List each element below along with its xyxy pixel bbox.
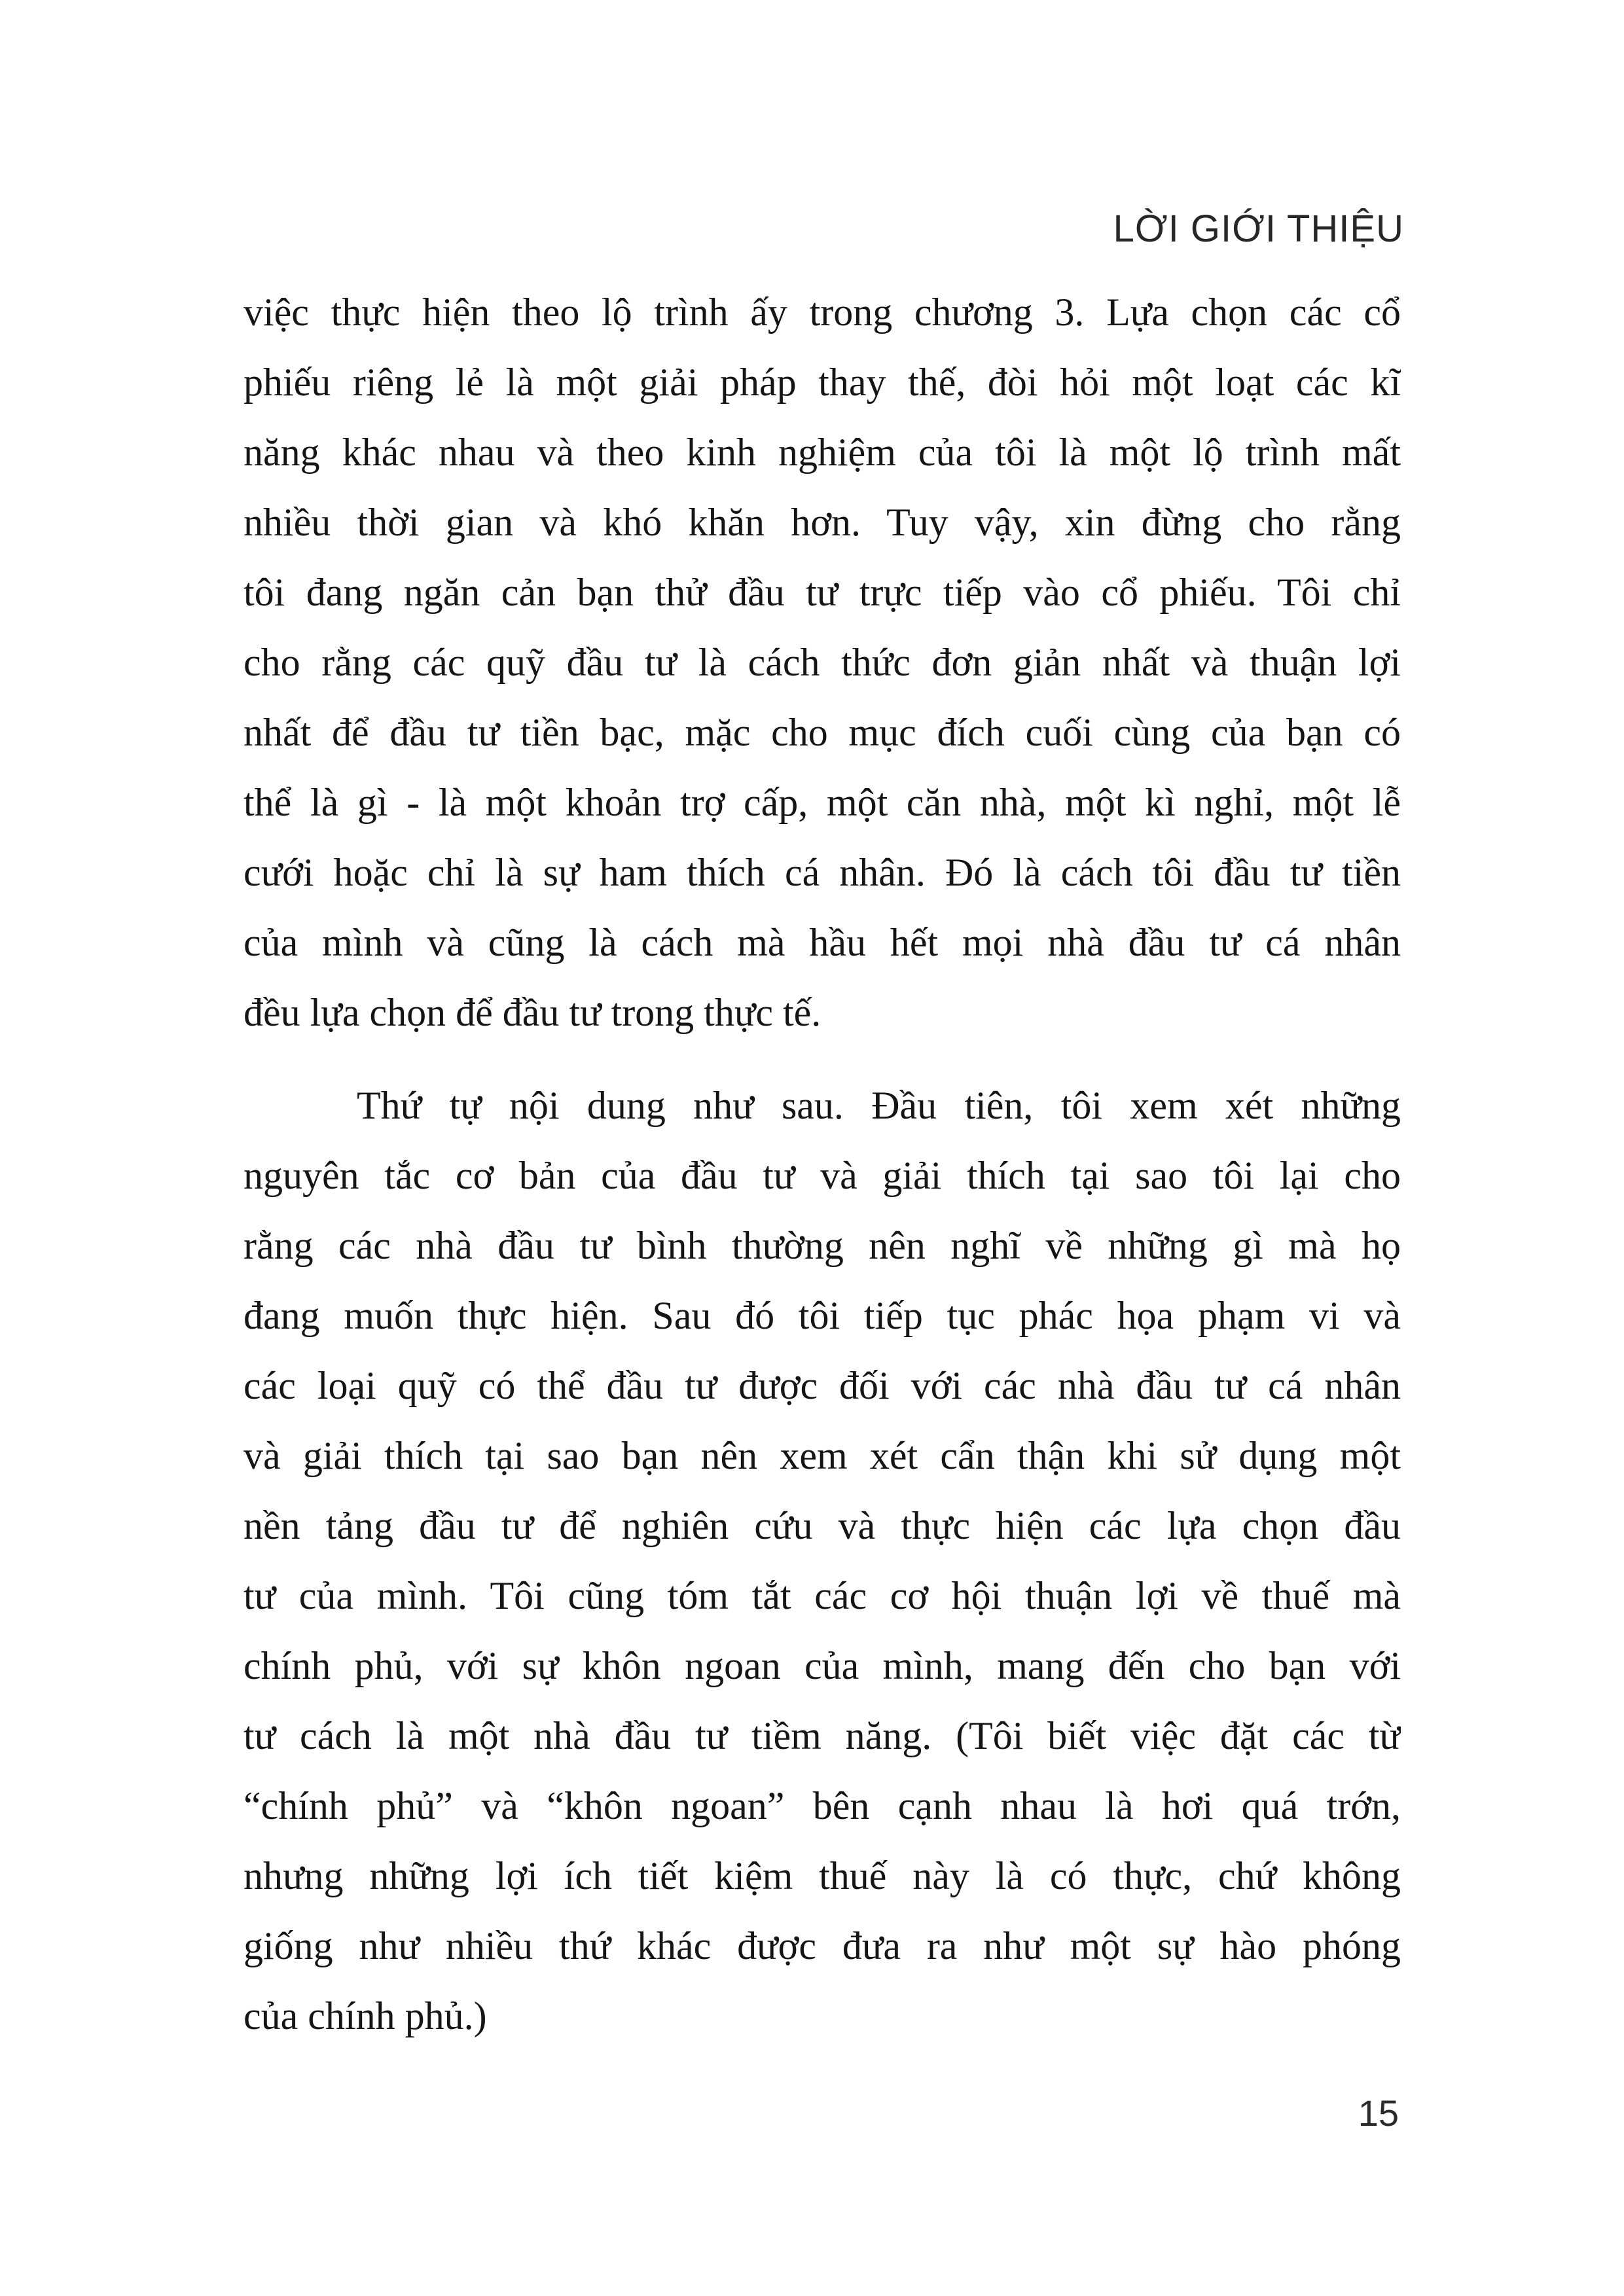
text-line: nhiều thời gian và khó khăn hơn. Tuy vậy, xin đừng cho rằng bbox=[244, 501, 1401, 544]
text-line: “chính phủ” và “khôn ngoan” bên cạnh nhau là hơi quá trớn, bbox=[244, 1784, 1401, 1827]
text-line: nhưng những lợi ích tiết kiệm thuế này là có thực, chứ không bbox=[244, 1854, 1401, 1897]
text-line: cho rằng các quỹ đầu tư là cách thức đơn giản nhất và thuận lợi bbox=[244, 641, 1401, 684]
text-line: nhất để đầu tư tiền bạc, mặc cho mục đích cuối cùng của bạn có bbox=[244, 711, 1401, 754]
text-line: của chính phủ.) bbox=[244, 1994, 487, 2037]
text-line: giống như nhiều thứ khác được đưa ra như một sự hào phóng bbox=[244, 1924, 1401, 1967]
text-line: tôi đang ngăn cản bạn thử đầu tư trực tiếp vào cổ phiếu. Tôi chỉ bbox=[244, 571, 1401, 614]
text-line: việc thực hiện theo lộ trình ấy trong chương 3. Lựa chọn các cổ bbox=[244, 291, 1401, 334]
text-line: Thứ tự nội dung như sau. Đầu tiên, tôi xem xét những bbox=[357, 1084, 1401, 1127]
page-number: 15 bbox=[1358, 2092, 1399, 2134]
text-line: phiếu riêng lẻ là một giải pháp thay thế, đòi hỏi một loạt các kĩ bbox=[244, 361, 1401, 404]
text-line: đang muốn thực hiện. Sau đó tôi tiếp tục phác họa phạm vi và bbox=[244, 1294, 1401, 1337]
running-head: LỜI GIỚI THIỆU bbox=[1113, 207, 1404, 250]
text-line: tư cách là một nhà đầu tư tiềm năng. (Tôi biết việc đặt các từ bbox=[244, 1714, 1401, 1757]
text-line: và giải thích tại sao bạn nên xem xét cẩn thận khi sử dụng một bbox=[244, 1434, 1401, 1477]
text-line: tư của mình. Tôi cũng tóm tắt các cơ hội thuận lợi về thuế mà bbox=[244, 1574, 1401, 1617]
text-line: của mình và cũng là cách mà hầu hết mọi nhà đầu tư cá nhân bbox=[244, 921, 1401, 964]
paragraph bbox=[244, 1071, 1401, 2051]
text-line: thể là gì - là một khoản trợ cấp, một căn nhà, một kì nghỉ, một lễ bbox=[244, 781, 1401, 824]
text-line: cưới hoặc chỉ là sự ham thích cá nhân. Đó là cách tôi đầu tư tiền bbox=[244, 851, 1401, 894]
text-line: năng khác nhau và theo kinh nghiệm của tôi là một lộ trình mất bbox=[244, 431, 1401, 474]
text-line: đều lựa chọn để đầu tư trong thực tế. bbox=[244, 991, 821, 1034]
text-line: nguyên tắc cơ bản của đầu tư và giải thích tại sao tôi lại cho bbox=[244, 1154, 1401, 1197]
body-text bbox=[244, 278, 1401, 2051]
text-line: nền tảng đầu tư để nghiên cứu và thực hiện các lựa chọn đầu bbox=[244, 1504, 1401, 1547]
text-line: rằng các nhà đầu tư bình thường nên nghĩ về những gì mà họ bbox=[244, 1224, 1401, 1267]
text-line: các loại quỹ có thể đầu tư được đối với các nhà đầu tư cá nhân bbox=[244, 1364, 1401, 1407]
paragraph bbox=[244, 278, 1401, 1048]
text-line: chính phủ, với sự khôn ngoan của mình, mang đến cho bạn với bbox=[244, 1644, 1401, 1687]
